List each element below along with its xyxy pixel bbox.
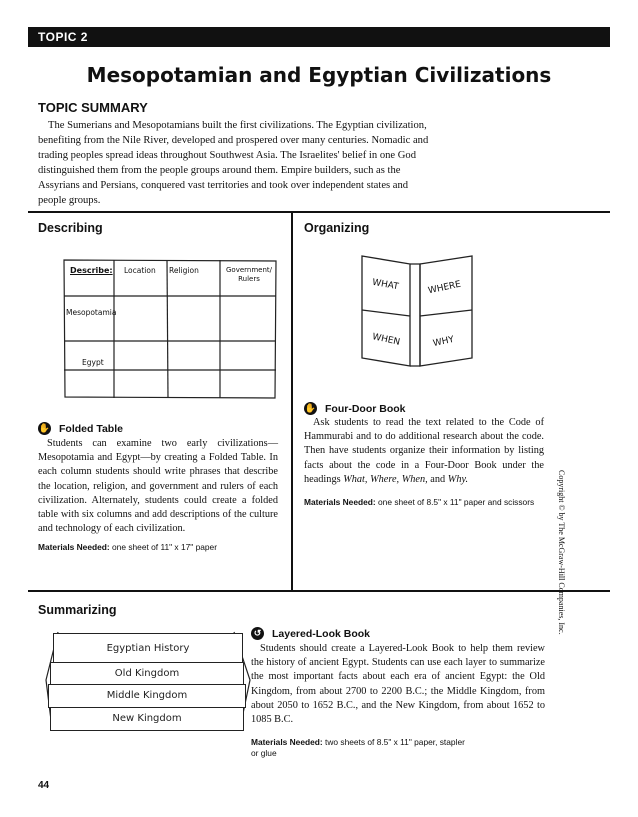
folded-table-body: Students can examine two early civilizations—Mesopotamia and Egypt—by creating a Folded Table. In each column students should write phrases that describe the location, religion, and government and rulers of each civilization. Alternately, students could create a folded table with six columns and add descriptions of the culture and technology of each civilization. bbox=[38, 438, 278, 535]
table-header-describe: Describe: bbox=[70, 266, 113, 275]
four-door-illustration bbox=[356, 252, 478, 372]
summarizing-heading: Summarizing bbox=[38, 603, 117, 617]
four-door-heading: ✋ Four-Door Book bbox=[304, 402, 406, 415]
summary-heading: TOPIC SUMMARY bbox=[38, 100, 148, 115]
section-divider-bottom bbox=[28, 590, 610, 592]
layer-egyptian-history: Egyptian History bbox=[53, 633, 243, 665]
table-row-egypt: Egypt bbox=[82, 358, 104, 367]
copyright-notice: Copyright © by The McGraw-Hill Companies, Inc. bbox=[557, 470, 566, 635]
door-when: WHEN bbox=[371, 332, 401, 348]
summary-line: benefiting from the Nile River, developed and prospered over many centuries. Nomadic and bbox=[38, 135, 429, 146]
summary-line: people groups. bbox=[38, 195, 101, 206]
layered-look-materials: Materials Needed: two sheets of 8.5" x 11" paper, stapler or glue bbox=[251, 737, 465, 758]
table-row-mesopotamia: Mesopotamia bbox=[66, 308, 117, 317]
summary-line: distinguished them from the people groups around them. Empire builders, such as the bbox=[38, 165, 401, 176]
table-header-government: Government/ Rulers bbox=[225, 266, 272, 283]
layered-look-heading: ↺ Layered-Look Book bbox=[251, 627, 370, 640]
layer-old-kingdom: Old Kingdom bbox=[50, 662, 244, 685]
topic-label: TOPIC 2 bbox=[38, 30, 88, 44]
table-header-location: Location bbox=[124, 266, 156, 275]
hand-icon: ✋ bbox=[304, 403, 317, 413]
door-why: WHY bbox=[432, 334, 455, 350]
summary-line: The Sumerians and Mesopotamians built the first civilizations. The Egyptian civilization, bbox=[48, 120, 427, 131]
four-door-materials: Materials Needed: one sheet of 8.5" x 11" paper and scissors bbox=[304, 497, 535, 507]
summary-line: Assyrians and Persians, conquered vast territories and took over independent states and bbox=[38, 180, 409, 191]
summary-line: trading peoples spread ideas throughout Southwest Asia. The Israelites' belief in one God bbox=[38, 150, 417, 161]
layer-new-kingdom: New Kingdom bbox=[50, 707, 244, 731]
page-title: Mesopotamian and Egyptian Civilizations bbox=[86, 63, 552, 87]
layered-look-body: Students should create a Layered-Look Book to help them review the history of ancient Egypt. Students can use each layer to summarize the most important facts about each era of ancient Egypt: the Old Kingdom, from about 2700 to 2200 B.C.; the Middle Kingdom, from about 2050 to 1652 B.C., and the New Kingdom, from about 1652 to 1085 B.C. bbox=[251, 643, 545, 726]
folded-table-heading: ✋ Folded Table bbox=[38, 422, 123, 435]
page-number: 44 bbox=[38, 780, 50, 791]
four-door-body: Ask students to read the text related to the Code of Hammurabi and to do additional research about the code. Then have students organize their information by listing facts about the code in a Four-Door Book under the headings What, Where, When, and Why. bbox=[304, 417, 544, 485]
organizing-heading: Organizing bbox=[304, 221, 370, 235]
door-where: WHERE bbox=[427, 279, 462, 297]
layer-middle-kingdom: Middle Kingdom bbox=[48, 684, 246, 708]
table-header-religion: Religion bbox=[169, 266, 199, 275]
folded-table-materials: Materials Needed: one sheet of 11" x 17" paper bbox=[38, 542, 217, 552]
summary-text bbox=[38, 118, 498, 208]
describing-heading: Describing bbox=[38, 221, 103, 235]
column-divider bbox=[291, 212, 293, 590]
turn-arrow-icon: ↺ bbox=[251, 627, 264, 640]
section-divider-top bbox=[28, 211, 610, 213]
hand-icon: ✋ bbox=[38, 423, 51, 433]
door-what: WHAT bbox=[371, 277, 400, 293]
topic-bar bbox=[28, 27, 610, 47]
